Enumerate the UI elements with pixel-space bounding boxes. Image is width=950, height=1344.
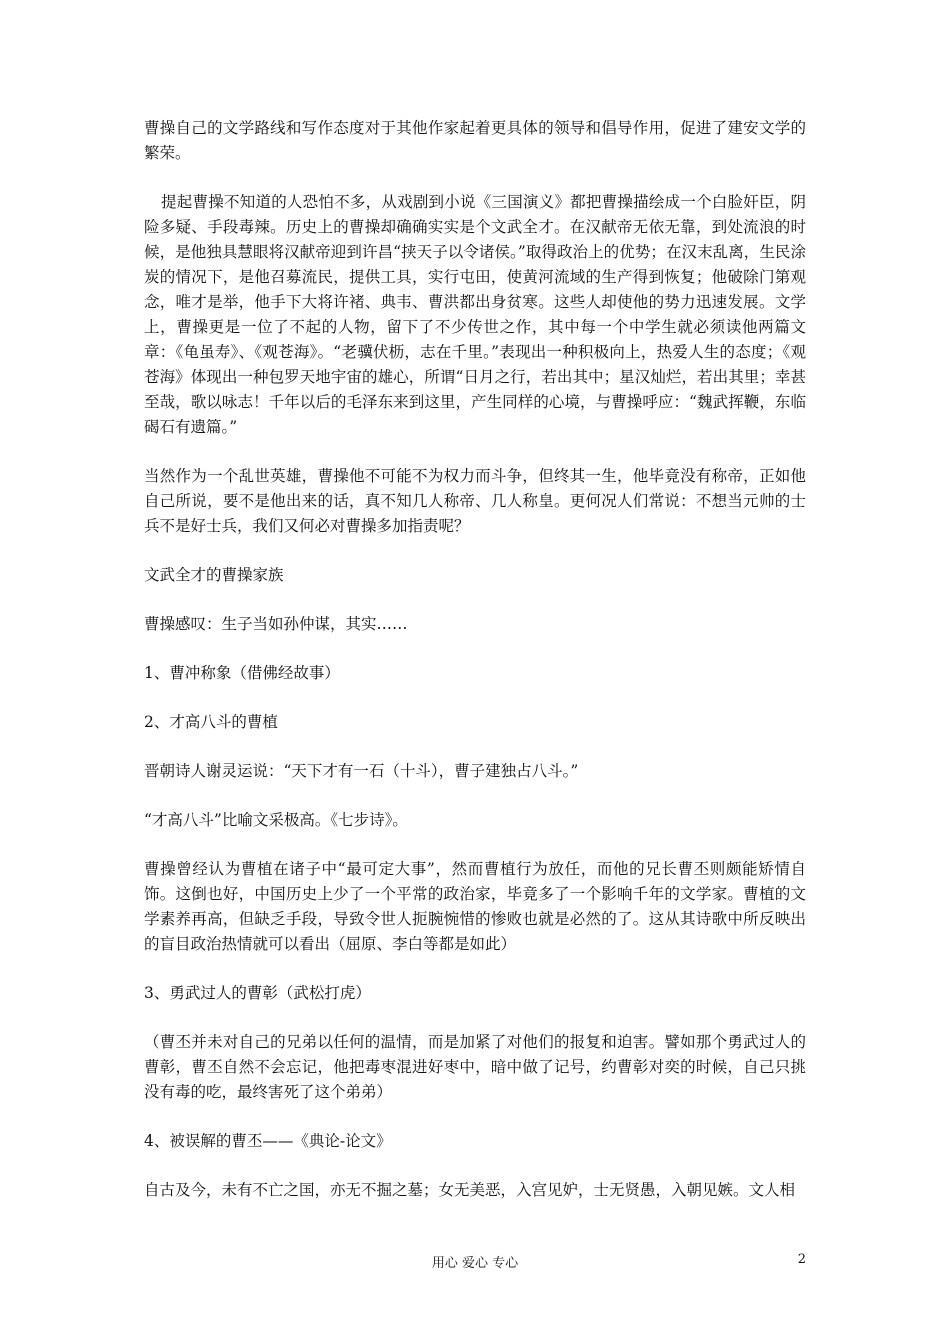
list-item-4: 4、被误解的曹丕——《典论-论文》: [144, 1132, 392, 1150]
footer-motto: 用心 爱心 专心: [431, 1256, 519, 1271]
paragraph-5: 晋朝诗人谢灵运说：“天下才有一石（十斗），曹子建独占八斗。”: [144, 762, 579, 780]
paragraph-1: 曹操自己的文学路线和写作态度对于其他作家起着更具体的领导和倡导作用，促进了建安文学的繁荣。: [144, 119, 806, 162]
list-item-1: 1、曹冲称象（借佛经故事）: [144, 664, 340, 682]
page-number: 2: [797, 1252, 806, 1267]
paragraph-8: （曹丕并未对自己的兄弟以任何的温情，而是加紧了对他们的报复和迫害。譬如那个勇武过人的曹彰，曹丕自然不会忘记，他把毒枣混进好枣中，暗中做了记号，约曹彰对奕的时候，自己只挑没有毒的吃，最终害死了这个弟弟）: [144, 1033, 806, 1101]
page-body: [144, 116, 806, 1227]
paragraph-6: “才高八斗”比喻文采极高。《七步诗》。: [144, 811, 408, 829]
paragraph-9: 自古及今，未有不亡之国，亦无不掘之墓；女无美恶，入宫见妒，士无贤愚，入朝见嫉。文人相: [144, 1181, 796, 1199]
paragraph-3: 当然作为一个乱世英雄，曹操他不可能不为权力而斗争，但终其一生，他毕竟没有称帝，正如他自己所说，要不是他出来的话，真不知几人称帝、几人称皇。更何况人们常说：不想当元帅的士兵不是好士兵，我们又何必对曹操多加指责呢？: [144, 467, 806, 535]
paragraph-7: 曹操曾经认为曹植在诸子中“最可定大事”，然而曹植行为放任，而他的兄长曹丕则颇能矫情自饰。这倒也好，中国历史上少了一个平常的政治家，毕竟多了一个影响千年的文学家。曹植的文学素养再高，但缺乏手段，导致令世人扼腕惋惜的惨败也就是必然的了。这从其诗歌中所反映出的盲目政治热情就可以看出（屈原、李白等都是如此）: [144, 860, 806, 953]
paragraph-4: 曹操感叹：生子当如孙仲谋，其实……: [144, 615, 408, 633]
list-item-3: 3、勇武过人的曹彰（武松打虎）: [144, 984, 371, 1002]
list-item-2: 2、才高八斗的曹植: [144, 713, 278, 731]
paragraph-2: 提起曹操不知道的人恐怕不多，从戏剧到小说《三国演义》都把曹操描绘成一个白脸奸臣，阴险多疑、手段毒辣。历史上的曹操却确确实实是个文武全才。在汉献帝无依无靠，到处流浪的时候，是他独具慧眼将汉献帝迎到许昌“挟天子以令诸侯。”取得政治上的优势；在汉末乱离，生民涂炭的情况下，是他召募流民，提供工具，实行屯田，使黄河流域的生产得到恢复；他破除门第观念，唯才是举，他手下大将许褚、典韦、曹洪都出身贫寒。这些人却使他的势力迅速发展。文学上，曹操更是一位了不起的人物，留下了不少传世之作，其中每一个中学生就必须读他两篇文章：《龟虽寿》、《观苍海》。“老骥伏枥，志在千里。”表现出一种积极向上，热爱人生的态度；《观苍海》体现出一种包罗天地宇宙的雄心，所谓“日月之行，若出其中；星汉灿烂，若出其里；幸甚至哉，歌以咏志！千年以后的毛泽东来到这里，产生同样的心境，与曹操呼应：“魏武挥鞭，东临碣石有遗篇。”: [144, 193, 806, 436]
section-heading-family: 文武全才的曹操家族: [144, 566, 284, 584]
